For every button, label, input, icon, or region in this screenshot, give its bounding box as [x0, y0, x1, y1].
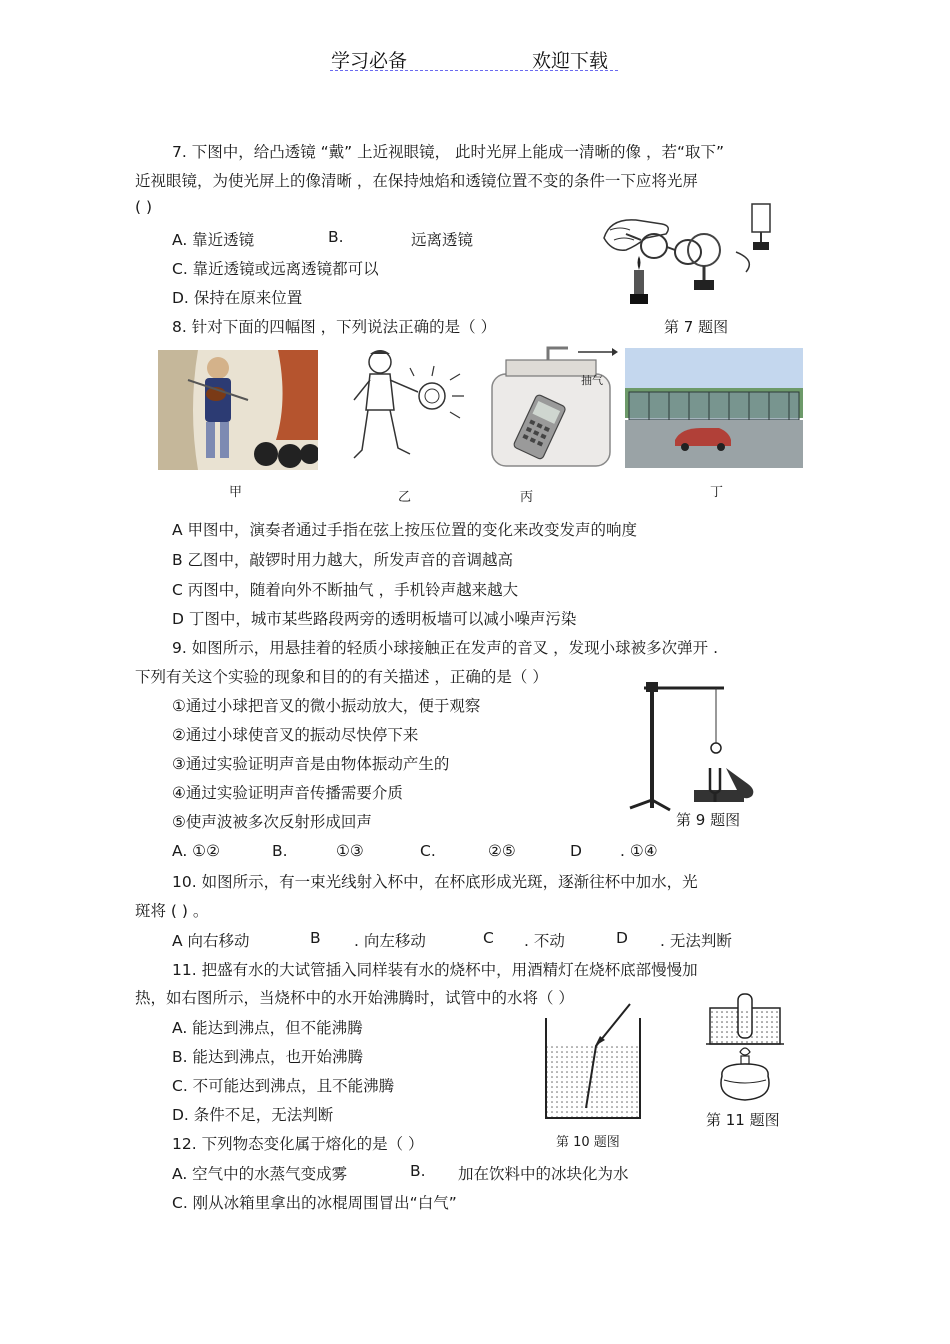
q8-option-d: D 丁图中，城市某些路段两旁的透明板墙可以减小噪声污染 [172, 610, 577, 628]
q10-beaker-light-ray-figure [540, 1000, 646, 1124]
q10-option-b-text: . 向左移动 [354, 932, 426, 950]
q10-option-b-label: B [310, 929, 321, 947]
q12-stem: 12. 下列物态变化属于熔化的是（ ） [172, 1135, 424, 1153]
q9-item-3: ③通过实验证明声音是由物体振动产生的 [172, 755, 450, 773]
q10-option-d-label: D [616, 929, 628, 947]
q8-label-ding: 丁 [710, 485, 724, 500]
q9-option-d-label: D [570, 842, 582, 860]
q11-boiling-apparatus-figure [700, 990, 790, 1104]
q8-pump-label: 抽气 [581, 374, 603, 387]
q9-stem-line1: 9. 如图所示，用悬挂着的轻质小球接触正在发声的音叉 ，发现小球被多次弹开 . [172, 639, 718, 657]
q8-panel-bing-jar-phone [488, 340, 620, 470]
q7-option-a: A. 靠近透镜 [172, 231, 255, 249]
q9-item-2: ②通过小球使音叉的振动尽快停下来 [172, 726, 419, 744]
q10-option-c-text: . 不动 [524, 932, 565, 950]
q8-option-b: B 乙图中，敲锣时用力越大，所发声音的音调越高 [172, 551, 514, 569]
q11-option-d: D. 条件不足，无法判断 [172, 1106, 334, 1124]
q9-tuning-fork-figure [624, 672, 774, 822]
q11-option-c: C. 不可能达到沸点，且不能沸腾 [172, 1077, 395, 1095]
q7-stem-line3: ( ) [135, 198, 153, 216]
q12-option-b-label: B. [410, 1162, 426, 1180]
q8-option-c: C 丙图中，随着向外不断抽气 ，手机铃声越来越大 [172, 581, 519, 599]
q8-panel-jia-violinist [158, 350, 320, 470]
q9-figure-caption: 第 9 题图 [676, 811, 741, 829]
q8-label-bing: 丙 [520, 490, 534, 505]
q11-option-b: B. 能达到沸点，也开始沸腾 [172, 1048, 363, 1066]
q9-option-c-label: C. [420, 842, 436, 860]
q7-option-b-text: 远离透镜 [411, 231, 474, 249]
q9-option-c-text: ②⑤ [488, 842, 516, 860]
q12-option-c: C. 刚从冰箱里拿出的冰棍周围冒出“白气” [172, 1194, 457, 1212]
q9-option-b-text: ①③ [336, 842, 364, 860]
q9-option-b-label: B. [272, 842, 288, 860]
q9-stem-line2: 下列有关这个实验的现象和目的的有关描述 ，正确的是（ ） [135, 668, 548, 686]
q9-option-d-text: . ①④ [620, 842, 658, 860]
q8-option-a: A 甲图中，演奏者通过手指在弦上按压位置的变化来改变发声的响度 [172, 521, 638, 539]
q10-option-d-text: . 无法判断 [660, 932, 732, 950]
q9-item-4: ④通过实验证明声音传播需要介质 [172, 784, 403, 802]
q7-option-d: D. 保持在原来位置 [172, 289, 303, 307]
header-right-text: 欢迎下载 [532, 50, 609, 72]
q7-option-b-label: B. [328, 228, 344, 246]
q11-stem-line1: 11. 把盛有水的大试管插入同样装有水的烧杯中，用酒精灯在烧杯底部慢慢加 [172, 961, 698, 979]
q9-item-5: ⑤使声波被多次反射形成回声 [172, 813, 372, 831]
q7-stem-line1: 7. 下图中，给凸透镜 “戴” 上近视眼镜， 此时光屏上能成一清晰的像 ，若“取下” [172, 143, 725, 161]
q10-stem-line1: 10. 如图所示，有一束光线射入杯中，在杯底形成光斑，逐渐往杯中加水，光 [172, 873, 698, 891]
q10-option-c-label: C [483, 929, 494, 947]
q7-option-c: C. 靠近透镜或远离透镜都可以 [172, 260, 379, 278]
q10-option-a: A 向右移动 [172, 932, 250, 950]
q12-option-a: A. 空气中的水蒸气变成雾 [172, 1165, 348, 1183]
q9-option-a: A. ①② [172, 842, 220, 860]
q7-lens-experiment-figure [596, 200, 804, 310]
q9-item-1: ①通过小球把音叉的微小振动放大，便于观察 [172, 697, 481, 715]
q11-figure-caption: 第 11 题图 [706, 1111, 780, 1129]
q8-panel-yi-gong-striker [318, 340, 478, 470]
header-dashed-rule [330, 70, 618, 71]
q10-figure-caption: 第 10 题图 [556, 1135, 620, 1150]
q8-stem: 8. 针对下面的四幅图 ，下列说法正确的是（ ） [172, 318, 497, 336]
q8-panel-ding-noise-barrier [625, 348, 803, 468]
q10-stem-line2: 斑将 ( ) 。 [135, 902, 209, 920]
q11-option-a: A. 能达到沸点，但不能沸腾 [172, 1019, 363, 1037]
q12-option-b-text: 加在饮料中的冰块化为水 [458, 1165, 629, 1183]
header-left-text: 学习必备 [331, 50, 408, 72]
q8-label-jia: 甲 [229, 485, 243, 500]
q7-figure-caption: 第 7 题图 [664, 318, 729, 336]
q7-stem-line2: 近视眼镜，为使光屏上的像清晰 ，在保持烛焰和透镜位置不变的条件一下应将光屏 [135, 172, 698, 190]
q11-stem-line2: 热，如右图所示，当烧杯中的水开始沸腾时，试管中的水将（ ） [135, 989, 574, 1007]
q8-label-yi: 乙 [398, 490, 412, 505]
